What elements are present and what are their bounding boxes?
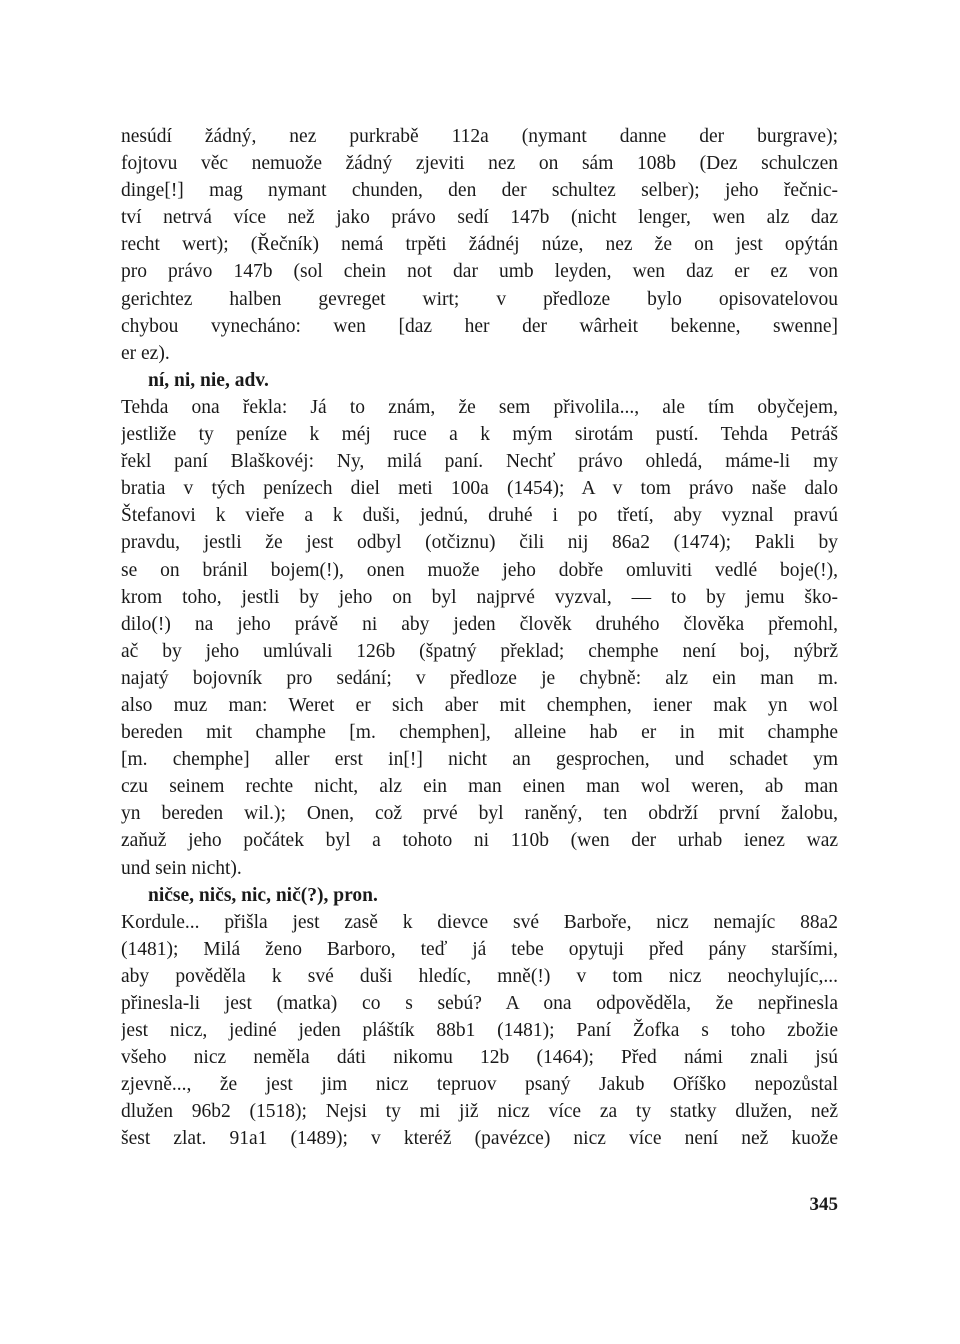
text-line: und sein nicht). bbox=[121, 857, 242, 879]
text-line: dilo(!) na jeho právě ni aby jeden člověk druhého člověka přemohl, bbox=[121, 613, 838, 635]
body-text bbox=[121, 123, 838, 1153]
text-line: bereden mit champhe [m. chemphen], alleine hab er in mit champhe bbox=[121, 722, 838, 744]
text-line: pro právo 147b (sol chein not dar umb leyden, wen daz er ez von bbox=[121, 261, 838, 283]
text-line: jest nicz, jediné jeden pláštík 88b1 (1481); Paní Žofka s toho zbožie bbox=[121, 1020, 838, 1042]
text-line: [m. chemphe] aller erst in[!] nicht an gesprochen, und schadet ym bbox=[121, 749, 838, 771]
text-line: er ez). bbox=[121, 342, 170, 364]
text-line: aby pověděla k své duši hledíc, mně(!) v tom nicz neochylujíc,... bbox=[121, 965, 838, 987]
text-line: krom toho, jestli by jeho on byl najprvé vyzval, — to by jemu ško- bbox=[121, 586, 838, 608]
text-line: czu seinem rechte nicht, alz ein man einen man wol weren, ab man bbox=[121, 776, 838, 798]
entry-heading: ničse, ničs, nic, nič(?), pron. bbox=[148, 884, 378, 906]
text-line: se on bránil bojem(!), onen muože jeho dobře omluviti vedlé boje(!), bbox=[121, 559, 838, 581]
text-line: Tehda ona řekla: Já to znám, že sem přivolila..., ale tím obyčejem, bbox=[121, 396, 838, 418]
text-line: zaňuž jeho počátek byl a tohoto ni 110b (wen der urhab ienez waz bbox=[121, 830, 838, 852]
text-line: Kordule... přišla jest zasě k dievce své Barboře, nicz nemajíc 88a2 bbox=[121, 911, 838, 933]
text-line: also muz man: Weret er sich aber mit chemphen, iener mak yn wol bbox=[121, 694, 838, 716]
entry-heading: ní, ni, nie, adv. bbox=[148, 369, 269, 391]
text-line: Štefanovi k vieře a k duši, jednú, druhé i po třetí, aby vyznal pravú bbox=[121, 505, 838, 527]
text-line: recht wert); (Řečník) nemá trpěti žádnéj núze, nez že on jest opýtán bbox=[121, 234, 838, 256]
text-line: šest zlat. 91a1 (1489); v kteréž (pavézce) nicz více není než kuože bbox=[121, 1128, 838, 1150]
text-line: dlužen 96b2 (1518); Nejsi ty mi již nicz více za ty statky dlužen, než bbox=[121, 1101, 838, 1123]
text-line: tví netrvá více než jako právo sedí 147b (nicht lenger, wen alz daz bbox=[121, 207, 838, 229]
page-number: 345 bbox=[809, 1194, 838, 1215]
text-line: zjevně..., že jest jim nicz tepruov psaný Jakub Oříško nepozůstal bbox=[121, 1074, 838, 1096]
text-line: gerichtez halben gevreget wirt; v předloze bylo opisovatelovou bbox=[121, 288, 838, 310]
text-line: přinesla-li jest (matka) co s sebú? A ona odpověděla, že nepřinesla bbox=[121, 993, 838, 1014]
text-line: nesúdí žádný, nez purkrabě 112a (nymant danne der burgrave); bbox=[121, 126, 838, 147]
text-line: ač by jeho umlúvali 126b (špatný překlad; chemphe není boj, nýbrž bbox=[121, 640, 838, 662]
text-line: (1481); Milá ženo Barboro, teď já tebe opytuji před pány staršími, bbox=[121, 938, 838, 960]
text-line: řekl paní Blaškovéj: Ny, milá paní. Nechť právo ohledá, máme-li my bbox=[121, 451, 838, 473]
text-line: najatý bojovník pro sedání; v předloze je chybně: alz ein man m. bbox=[121, 667, 838, 689]
text-line: chybou vynecháno: wen [daz her der wârheit bekenne, swenne] bbox=[121, 315, 838, 337]
text-line: yn bereden wil.); Onen, což prvé byl raněný, ten obdrží první žalobu, bbox=[121, 803, 838, 825]
text-line: pravdu, jestli že jest odbyl (otčiznu) čili nij 86a2 (1474); Pakli by bbox=[121, 532, 838, 554]
text-line: všeho nicz neměla dáti nikomu 12b (1464); Před námi znali jsú bbox=[121, 1047, 838, 1069]
text-line: fojtovu věc nemuože žádný zjeviti nez on sám 108b (Dez schulczen bbox=[121, 153, 838, 175]
text-line: bratia v tých penízech diel meti 100a (1454); A v tom právo naše dalo bbox=[121, 478, 838, 500]
text-line: jestliže ty peníze k méj ruce a k mým sirotám pustí. Tehda Petráš bbox=[121, 424, 838, 446]
text-line: dinge[!] mag nymant chunden, den der schultez selber); jeho řečnic- bbox=[121, 180, 838, 202]
